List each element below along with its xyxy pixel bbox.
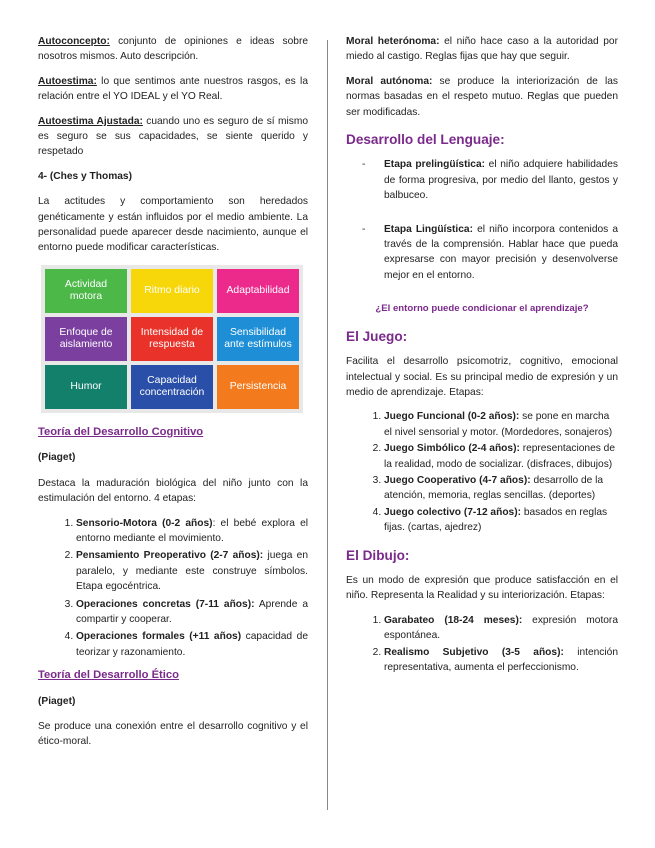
grid-cell: Humor <box>45 365 127 409</box>
stage-term: Operaciones concretas (7-11 años): <box>76 598 255 610</box>
stage-text: basados en reglas fijas. (cartas, ajedrez) <box>384 506 608 534</box>
stage-term: Juego Funcional (0-2 años): <box>384 411 520 423</box>
autoconcepto-term: Autoconcepto: <box>38 36 110 47</box>
cognitivo-heading: Teoría del Desarrollo Cognitivo <box>38 425 204 438</box>
lenguaje-list <box>346 157 618 283</box>
etico-heading: Teoría del Desarrollo Ético <box>38 669 179 682</box>
ches-text: La actitudes y comportamiento son heredados genéticamente y están influidos por el medio ambiente. La personalidad puede aparecer desde nacimiento, aunque el entorno puede modificar características. <box>38 196 308 254</box>
grid-cell: Persistencia <box>217 365 299 409</box>
stage-text: intención representativa, aumenta el perfeccionismo. <box>384 646 618 673</box>
stage-text: se pone en marcha el nivel sensorial y motor. (Mordedores, sonajeros) <box>384 411 613 438</box>
autoestima-ajustada-paragraph <box>38 114 308 160</box>
moral-heteronoma-paragraph <box>346 34 618 65</box>
autoestima-term: Autoestima: <box>38 75 97 87</box>
dibujo-text: Es un modo de expresión que produce satisfacción en el niño. Representa la Realidad y su interiorización. Etapas: <box>346 574 618 602</box>
right-column <box>346 34 618 683</box>
left-column <box>38 34 308 759</box>
stage-term: Juego Simbólico (2-4 años): <box>384 443 520 455</box>
list-item <box>384 613 618 644</box>
stage-text: capacidad de teorizar y razonamiento. <box>76 631 308 658</box>
stage-text: Aprende a compartir y cooperar. <box>76 598 309 625</box>
stage-term: Operaciones formales (+11 años) <box>76 631 242 643</box>
etico-author: (Piaget) <box>38 695 76 707</box>
list-item <box>76 516 308 547</box>
list-item <box>384 441 618 472</box>
column-divider <box>327 40 328 810</box>
stage-text: expresión motora espontánea. <box>384 614 618 642</box>
lenguaje-heading: Desarrollo del Lenguaje: <box>346 132 505 148</box>
autoconcepto-text: conjunto de opiniones e ideas sobre nosotros mismos. Auto descripción. <box>38 36 308 63</box>
grid-cell: Intensidad de respuesta <box>131 317 213 361</box>
list-item <box>346 157 618 203</box>
list-item <box>384 645 618 676</box>
moral-autonoma-term: Moral autónoma: <box>346 75 433 87</box>
juego-heading: El Juego: <box>346 328 408 344</box>
ches-heading: 4- (Ches y Thomas) <box>38 170 132 182</box>
stage-term: Realismo Subjetivo (3-5 años): <box>384 646 564 658</box>
stage-term: Juego Cooperativo (4-7 años): <box>384 474 531 486</box>
stage-term: Pensamiento Preoperativo (2-7 años): <box>76 550 264 562</box>
moral-heteronoma-term: Moral heterónoma: <box>346 36 440 47</box>
cognitivo-author: (Piaget) <box>38 452 76 464</box>
moral-heteronoma-text: el niño hace caso a la autoridad por miedo al castigo. Reglas fijas que hay que seguir. <box>346 36 618 63</box>
item-term: Etapa prelingüística: <box>384 159 486 171</box>
list-item <box>76 548 308 594</box>
item-text: el niño adquiere habilidades de forma progresiva, por medio del llanto, gestos y balbuceo. <box>384 159 618 202</box>
stage-text: : el bebé explora el entorno mediante el movimiento. <box>76 517 308 544</box>
moral-autonoma-text: se produce la interiorización de las normas basadas en el respeto mutuo. Reglas que pueden ser modificadas. <box>346 75 618 118</box>
item-text: el niño incorpora contenidos a través de la comprensión. Hablar hace que pueda expresarse con mayor precisión y desenvolverse mejor en el entorno. <box>384 223 618 281</box>
question-text: ¿El entorno puede condicionar el aprendizaje? <box>375 303 589 315</box>
stage-text: desarrollo de la atención, memoria, reglas sencillas. (deportes) <box>384 474 604 502</box>
cognitivo-stages <box>38 516 308 661</box>
moral-autonoma-paragraph <box>346 74 618 120</box>
grid-cell: Sensibilidad ante estímulos <box>217 317 299 361</box>
list-item <box>384 409 618 440</box>
temperament-grid <box>41 265 303 413</box>
autoestima-paragraph <box>38 74 308 105</box>
cognitivo-text: Destaca la maduración biológica del niño junto con la estimulación del entorno. 4 etapas: <box>38 477 308 505</box>
juego-text: Facilita el desarrollo psicomotriz, cognitivo, emocional intelectual y social. Es su principal medio de expresión y un medio de aprendizaje. Etapas: <box>346 356 618 398</box>
juego-stages <box>346 409 618 535</box>
grid-cell: Actividad motora <box>45 269 127 313</box>
stage-text: juega en paralelo, y mediante este construye símbolos. Etapa egocéntrica. <box>76 550 309 593</box>
dibujo-stages <box>346 613 618 676</box>
grid-cell: Ritmo diario <box>131 269 213 313</box>
list-item <box>384 505 618 536</box>
stage-term: Juego colectivo (7-12 años): <box>384 506 521 518</box>
grid-cell: Adaptabilidad <box>217 269 299 313</box>
stage-text: representaciones de la realidad, modo de socializar. (disfraces, dibujos) <box>384 443 616 470</box>
list-item <box>346 222 618 284</box>
stage-term: Garabateo (18-24 meses): <box>384 614 523 626</box>
grid-cell: Enfoque de aislamiento <box>45 317 127 361</box>
dibujo-heading: El Dibujo: <box>346 547 410 563</box>
autoestima-text: lo que sentimos ante nuestros rasgos, es la relación entre el YO IDEAL y el YO Real. <box>38 75 308 103</box>
stage-term: Sensorio-Motora (0-2 años) <box>76 517 213 529</box>
grid-cell: Capacidad concentración <box>131 365 213 409</box>
list-item <box>384 473 618 504</box>
etico-text: Se produce una conexión entre el desarrollo cognitivo y el ético-moral. <box>38 720 308 748</box>
autoestima-ajustada-term: Autoestima Ajustada: <box>38 115 143 127</box>
autoestima-ajustada-text: cuando uno es seguro de sí mismo es seguro se sus capacidades, se siente querido y respetado <box>38 115 308 158</box>
item-term: Etapa Lingüística: <box>384 223 473 235</box>
list-item <box>76 629 308 660</box>
list-item <box>76 597 308 628</box>
autoconcepto-paragraph <box>38 34 308 65</box>
